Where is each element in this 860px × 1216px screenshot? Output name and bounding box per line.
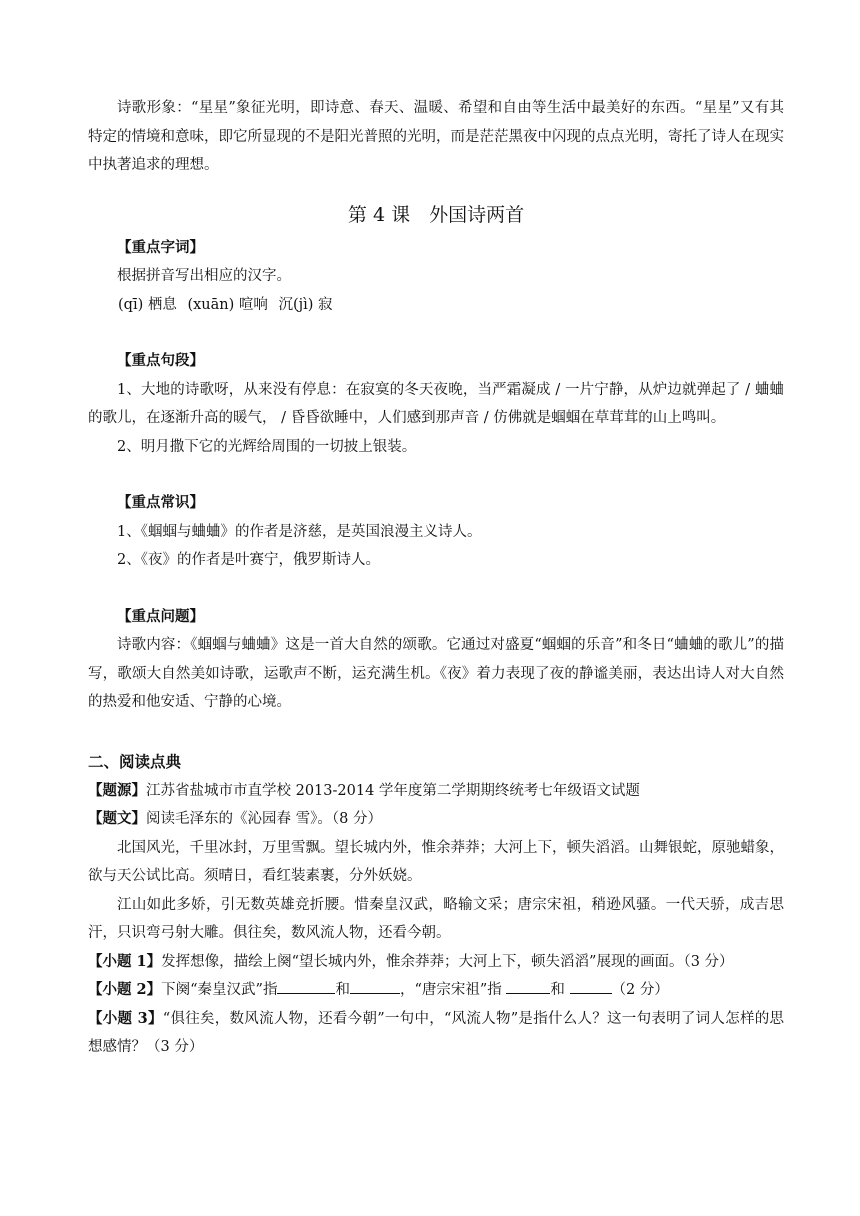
question-2-label: 【小题 2】 — [88, 981, 162, 998]
key-knowledge-heading: 【重点常识】 — [117, 494, 204, 511]
key-knowledge-item: 2、《夜》的作者是叶赛宁，俄罗斯诗人。 — [117, 552, 380, 568]
text-text: 阅读毛泽东的《沁园春 雪》。（8 分） — [146, 811, 382, 827]
document-content — [88, 94, 784, 1062]
pinyin-row — [88, 291, 784, 320]
question-2-text-e: （2 分） — [611, 982, 669, 998]
text-line — [88, 805, 784, 834]
source-line — [88, 777, 784, 806]
question-3-text: “俱往矣，数风流人物，还看今朝”一句中，“风流人物”是指什么人？这一句表明了词人怎样的思想感情？（3 分） — [88, 1010, 784, 1055]
key-sentence-item: 2、明月撒下它的光辉给周围的一切披上银装。 — [117, 438, 417, 455]
question-1-text: 发挥想像，描绘上阕“望长城内外，惟余莽莽；大河上下，顿失滔滔”展现的画面。（3 分） — [161, 953, 734, 970]
reading-section-heading: 二、阅读点典 — [88, 751, 182, 771]
question-2-text-c: ，“唐宗宋祖”指 — [399, 982, 507, 998]
key-questions-text: 诗歌内容：《蝈蝈与蛐蛐》这是一首大自然的颂歌。它通过对盛夏“蝈蝈的乐音”和冬日“蛐蛐的歌儿”的描写，歌颂大自然美如诗歌，运歌声不断，运充满生机。《夜》着力表现了夜的静谧美丽，表达出诗人对大自然的热爱和他安适、宁静的心境。 — [88, 637, 784, 710]
pinyin-item: 沉(jì) 寂 — [278, 296, 333, 313]
source-label: 【题源】 — [88, 781, 146, 799]
answer-blank[interactable] — [506, 979, 550, 994]
key-words-heading: 【重点字词】 — [117, 238, 204, 256]
question-1 — [88, 948, 784, 977]
text-label: 【题文】 — [88, 810, 146, 827]
question-2 — [88, 976, 784, 1005]
source-text: 江苏省盐城市市直学校 2013-2014 学年度第二学期期终统考七年级语文试题 — [146, 782, 640, 799]
question-2-text-b: 和 — [335, 982, 350, 998]
key-sentence-item: 1、大地的诗歌呀，从来没有停息：在寂寞的冬天夜晚，当严霜凝成 / 一片宁静，从炉边就弹起了 / 蛐蛐的歌儿，在逐渐升高的暖气， / 昏昏欲睡中，人们感到那声音 / 仿佛就是蝈蝈在草茸茸的山上鸣叫。 — [88, 381, 784, 426]
pinyin-item: (xuān) 喧响 — [187, 296, 268, 313]
key-sentences-heading: 【重点句段】 — [117, 352, 204, 369]
key-questions-heading: 【重点问题】 — [117, 607, 204, 625]
question-3 — [88, 1005, 784, 1062]
key-knowledge-item: 1、《蝈蝈与蛐蛐》的作者是济慈，是英国浪漫主义诗人。 — [117, 523, 482, 540]
question-1-label: 【小题 1】 — [88, 952, 162, 970]
key-words-instruction: 根据拼音写出相应的汉字。 — [117, 268, 291, 284]
question-2-text-d: 和 — [550, 982, 570, 998]
intro-paragraph: 诗歌形象：“星星”象征光明，即诗意、春天、温暖、希望和自由等生活中最美好的东西。“星星”又有其特定的情境和意味，即它所显现的不是阳光普照的光明，而是茫茫黑夜中闪现的点点光明，寄托了诗人在现实中执著追求的理想。 — [88, 100, 784, 173]
question-2-text-a: 下阕“秦皇汉武”指 — [161, 982, 278, 998]
answer-blank[interactable] — [350, 979, 400, 994]
pinyin-item: (qī) 栖息 — [118, 296, 177, 313]
answer-blank[interactable] — [570, 979, 612, 994]
answer-blank[interactable] — [277, 979, 335, 994]
poem-stanza: 北国风光，千里冰封，万里雪飘。望长城内外，惟余莽莽；大河上下，顿失滔滔。山舞银蛇，原驰蜡象，欲与天公试比高。须晴日，看红装素裹，分外妖娆。 — [88, 839, 784, 884]
question-3-label: 【小题 3】 — [88, 1009, 163, 1027]
lesson-title: 第 4 课 外国诗两首 — [347, 203, 525, 226]
poem-stanza: 江山如此多娇，引无数英雄竞折腰。惜秦皇汉武，略输文采；唐宗宋祖，稍逊风骚。一代天骄，成吉思汗，只识弯弓射大雕。俱往矣，数风流人物，还看今朝。 — [88, 896, 784, 941]
